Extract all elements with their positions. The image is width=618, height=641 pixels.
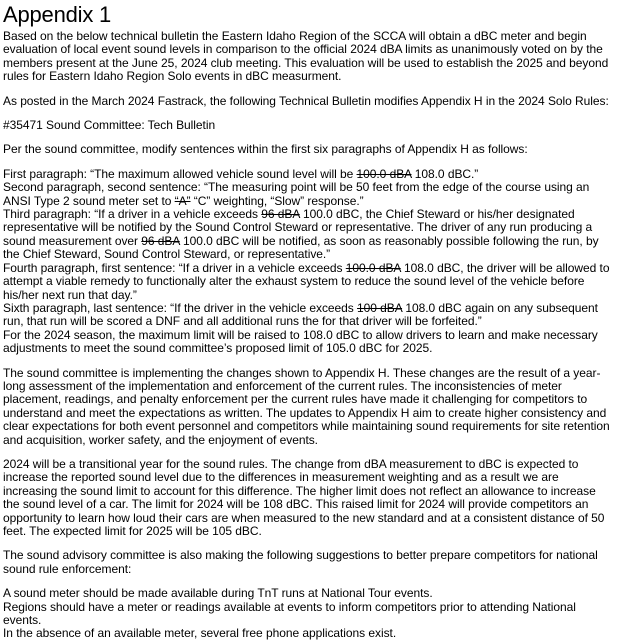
- text: Second paragraph, second sentence: “The measuring point will be 50 feet from the edge of the course using an ANSI Type 2 sound meter set to: [3, 180, 590, 208]
- bulletin-id: #35471 Sound Committee: Tech Bulletin: [3, 118, 216, 133]
- transition-paragraph: 2024 will be a transitional year for the sound rules. The change from dBA measurement to dBC is expected to increase the reported sound level due to the differences in measurement weighting and as a result we are increasing the sound limit to account for this difference. The higher limit does not reflect an allowance to increase the sound level of a car. The limit for 2024 will be 108 dBC. This raised limit for 2024 will provide competitors an opportunity to learn how loud their cars are when measured to the new standard and at a consistent distance of 50 feet. The expected limit for 2025 will be 105 dBC.: [3, 456, 605, 538]
- text: 108.0 dBC.”: [411, 166, 479, 181]
- suggestion-item: A sound meter should be made available during TnT runs at National Tour events.: [3, 586, 433, 601]
- advisory-intro: The sound advisory committee is also making the following suggestions to better prepare competitors for national sound rule enforcement:: [3, 548, 598, 576]
- struck-text: 96 dBA: [141, 233, 180, 248]
- per-committee-paragraph: Per the sound committee, modify sentences within the first six paragraphs of Appendix H as follows:: [3, 142, 528, 157]
- text: 100.0 dBC, the Chief Steward or his/her designated representative will be notified by the Sound Control Steward or representative. The driver of any run producing a sound measurement over: [3, 207, 593, 248]
- document-page: [0, 2, 618, 641]
- modifications-block: [3, 168, 614, 356]
- suggestions-list: [3, 587, 614, 641]
- page-title: Appendix 1: [3, 2, 112, 27]
- modification-first-paragraph: [3, 168, 614, 181]
- text: Sixth paragraph, last sentence: “If the driver in the vehicle exceeds: [3, 300, 358, 315]
- text: Fourth paragraph, first sentence: “If a driver in a vehicle exceeds: [3, 260, 346, 275]
- text: 108.0 dBC again on any subsequent run, that run will be scored a DNF and all additional runs the for that driver will be forfeited.”: [3, 300, 598, 329]
- committee-paragraph: The sound committee is implementing the changes shown to Appendix H. These changes are the result of a year-long assessment of the implementation and enforcement of the current rules. The inconsistencies of meter placement, readings, and penalty enforcement per the current rules have made it challenging for competitors to understand and meet the expectations as written. The updates to Appendix H aim to create higher consistency and clear expectations for both event personnel and competitors while maintaining sound requirements for site retention and acquisition, worker safety, and the enjoyment of events.: [3, 365, 610, 447]
- struck-text: 96 dBA: [261, 207, 300, 222]
- suggestion-item: Regions should have a meter or readings available at events to inform competitors prior to attending National events.: [3, 599, 576, 628]
- text: “C” weighting, “Slow” response.”: [190, 193, 364, 208]
- posted-paragraph: As posted in the March 2024 Fastrack, the following Technical Bulletin modifies Appendix H in the 2024 Solo Rules:: [3, 93, 609, 108]
- suggestion-item: In the absence of an available meter, several free phone applications exist.: [3, 626, 397, 641]
- modification-second-paragraph: [3, 181, 614, 208]
- text: Third paragraph: “If a driver in a vehicle exceeds: [3, 207, 262, 222]
- struck-text: “A”: [174, 193, 191, 208]
- modification-sixth-paragraph: [3, 302, 614, 329]
- modification-third-paragraph: [3, 208, 614, 262]
- struck-text: 100.0 dBA: [356, 166, 412, 181]
- intro-paragraph: Based on the below technical bulletin the Eastern Idaho Region of the SCCA will obtain a dBC meter and begin evaluation of local event sound levels in comparison to the official 2024 dBA limits as unanimously voted on by the members present at the June 25, 2024 club meeting. This evaluation will be used to establish the 2025 and beyond rules for Eastern Idaho Region Solo events in dBC measurment.: [3, 29, 609, 84]
- struck-text: 100 dBA: [357, 300, 403, 315]
- text: 100.0 dBC will be notified, as soon as reasonably possible following the run, by the Chief Steward, Sound Control Steward, or representative.”: [3, 233, 599, 262]
- struck-text: 100.0 dBA: [345, 260, 401, 275]
- modification-fourth-paragraph: [3, 262, 614, 302]
- text: 108.0 dBC, the driver will be allowed to attempt a viable remedy to functionally alter the exhaust system to reduce the sound level of the vehicle before his/her next run that day.”: [3, 260, 610, 302]
- text: First paragraph: “The maximum allowed vehicle sound level will be: [3, 166, 357, 181]
- season-note: For the 2024 season, the maximum limit will be raised to 108.0 dBC to allow drivers to learn and make necessary adjustments to meet the sound committee’s proposed limit of 105.0 dBC for 2025.: [3, 327, 598, 356]
